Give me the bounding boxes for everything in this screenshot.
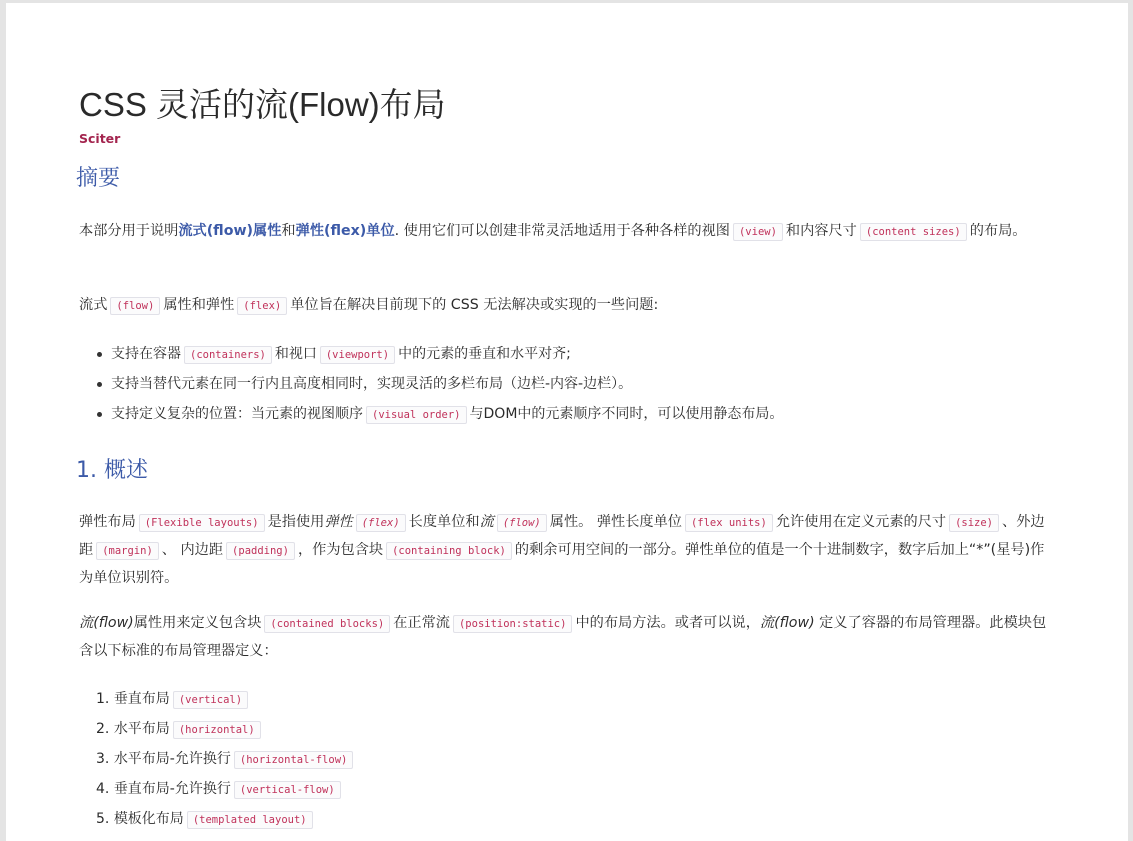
- text: 的剩余可用空间的一部分。弹性单位的值是一个十进制数字，数字后加上“*”(星号)作为单位识别符。: [79, 542, 1045, 586]
- summary-paragraph-2: [79, 292, 1054, 320]
- inline-code: (flow): [110, 297, 160, 315]
- italic-text: 流: [479, 514, 494, 530]
- inline-code: (Flexible layouts): [139, 514, 265, 532]
- text: 属性。 弹性长度单位: [549, 514, 682, 530]
- text: 与DOM中的元素顺序不同时，可以使用静态布局。: [469, 406, 784, 422]
- flow-property-link[interactable]: 流式(flow)属性: [178, 223, 282, 239]
- text: 流式: [79, 297, 108, 313]
- list-item: [96, 804, 356, 834]
- inline-code: (margin): [96, 542, 159, 560]
- text: 属性和弹性: [163, 297, 235, 313]
- section-heading-overview: 1. 概述: [76, 458, 148, 483]
- text: 、 内边距: [161, 542, 224, 558]
- author-label: Sciter: [79, 131, 121, 146]
- text: 允许使用在定义元素的尺寸: [775, 514, 947, 530]
- text: 的布局。: [969, 223, 1027, 239]
- text: 中的元素的垂直和水平对齐;: [398, 346, 571, 362]
- inline-code: (view): [733, 223, 783, 241]
- text: 水平布局: [113, 721, 170, 737]
- inline-code: (flex units): [685, 514, 773, 532]
- inline-code: (flex): [356, 514, 406, 532]
- inline-code: (vertical-flow): [234, 781, 341, 799]
- text: 属性用来定义包含块: [133, 615, 262, 631]
- inline-code: (horizontal-flow): [234, 751, 353, 769]
- section-heading-summary: 摘要: [76, 166, 121, 191]
- list-number: 3.: [96, 751, 110, 767]
- text: ，作为包含块: [297, 542, 384, 558]
- text: 是指使用: [267, 514, 325, 530]
- list-item: [96, 774, 356, 804]
- inline-code: (padding): [226, 542, 295, 560]
- layout-manager-list: [96, 684, 356, 834]
- inline-code: (content sizes): [860, 223, 967, 241]
- inline-code: (containing block): [386, 542, 512, 560]
- inline-code: (visual order): [366, 406, 467, 424]
- text: 长度单位和: [408, 514, 480, 530]
- text: 和视口: [274, 346, 317, 362]
- inline-code: (flow): [497, 514, 547, 532]
- document-page: [6, 3, 1128, 841]
- summary-paragraph-1: [79, 218, 1054, 246]
- text: 水平布局-允许换行: [113, 751, 231, 767]
- flex-unit-link[interactable]: 弹性(flex)单位: [295, 223, 395, 239]
- text: 弹性布局: [79, 514, 136, 530]
- inline-code: (position:static): [453, 615, 572, 633]
- list-number: 4.: [96, 781, 110, 797]
- text: . 使用它们可以创建非常灵活地适用于各种各样的视图: [394, 223, 730, 239]
- italic-text: 流(flow): [759, 615, 815, 631]
- text: 中的布局方法。或者可以说，: [575, 615, 760, 631]
- list-number: 2.: [96, 721, 110, 737]
- list-item: [96, 744, 356, 774]
- text: 和: [281, 223, 296, 239]
- inline-code: (templated layout): [187, 811, 313, 829]
- list-item: [97, 339, 783, 369]
- text: 垂直布局: [113, 691, 170, 707]
- inline-code: (viewport): [320, 346, 395, 364]
- text: 支持在容器: [111, 346, 181, 362]
- text: 支持定义复杂的位置：当元素的视图顺序: [111, 406, 363, 422]
- text: 单位旨在解决目前现下的 CSS 无法解决或实现的一些问题:: [290, 297, 659, 313]
- inline-code: (flex): [237, 297, 287, 315]
- text: 支持当替代元素在同一行内且高度相同时，实现灵活的多栏布局（边栏-内容-边栏）。: [111, 376, 633, 392]
- inline-code: (size): [949, 514, 999, 532]
- text: 在正常流: [393, 615, 450, 631]
- text: 定义了容器的布局管理器。此模块包含以下标准的布局管理器定义：: [79, 615, 1047, 659]
- inline-code: (containers): [184, 346, 272, 364]
- list-item: [97, 399, 783, 429]
- text: 、外边距: [79, 514, 1045, 558]
- italic-text: 弹性: [324, 514, 353, 530]
- page-title: CSS 灵活的流(Flow)布局: [79, 86, 446, 123]
- text: 和内容尺寸: [785, 223, 857, 239]
- overview-paragraph-2: [79, 610, 1054, 665]
- text: 垂直布局-允许换行: [113, 781, 231, 797]
- list-item: [96, 714, 356, 744]
- summary-bullet-list: [97, 339, 783, 429]
- list-item: [97, 369, 783, 399]
- list-number: 1.: [96, 691, 110, 707]
- inline-code: (contained blocks): [264, 615, 390, 633]
- list-item: [96, 684, 356, 714]
- inline-code: (vertical): [173, 691, 248, 709]
- text: 本部分用于说明: [79, 223, 179, 239]
- text: 模板化布局: [113, 811, 184, 827]
- inline-code: (horizontal): [173, 721, 261, 739]
- overview-paragraph-1: [79, 509, 1054, 592]
- list-number: 5.: [96, 811, 110, 827]
- italic-text: 流(flow): [79, 615, 134, 631]
